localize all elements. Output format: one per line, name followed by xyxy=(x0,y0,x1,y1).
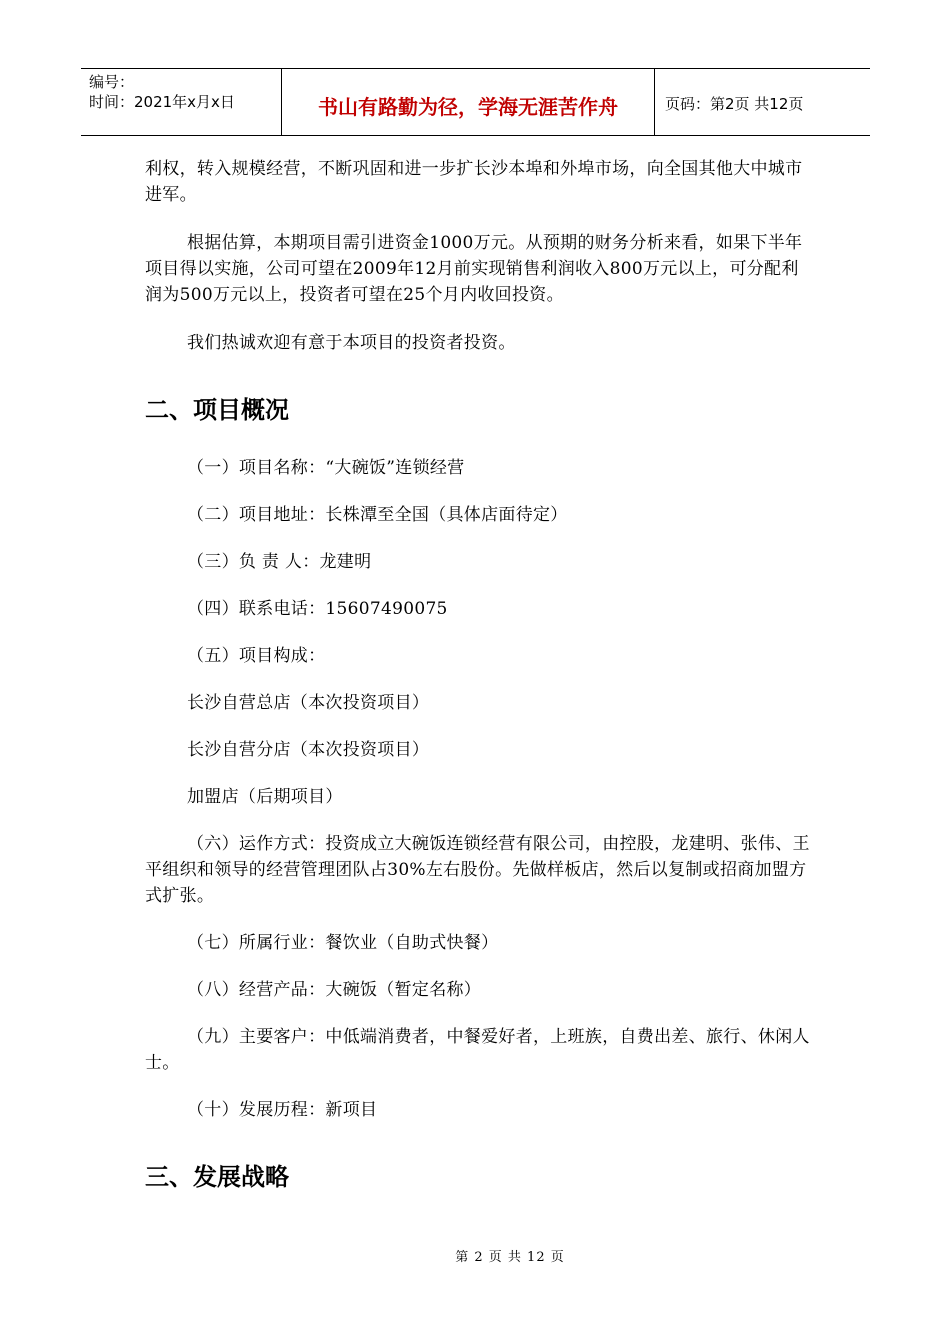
header-meta-cell xyxy=(81,69,282,135)
list-item-project-lead: （三）负 责 人：龙建明 xyxy=(187,552,372,572)
list-item-project-name: （一）项目名称：“大碗饭”连锁经营 xyxy=(187,458,465,478)
list-item-industry: （七）所属行业：餐饮业（自助式快餐） xyxy=(187,933,499,953)
component-main-store: 长沙自营总店（本次投资项目） xyxy=(187,693,430,713)
list-item-operation-mode: （六）运作方式：投资成立大碗饭连锁经营有限公司，由控股，龙建明、张伟、王平组织和领导的经营管理团队占30%左右股份。先做样板店，然后以复制或招商加盟方式扩张。 xyxy=(145,834,810,906)
serial-number-label: 编号： xyxy=(89,73,135,91)
component-franchise-store: 加盟店（后期项目） xyxy=(187,787,343,807)
list-item-customers: （九）主要客户：中低端消费者，中餐爱好者，上班族，自费出差、旅行、休闲人士。 xyxy=(145,1027,810,1073)
page-header xyxy=(81,68,870,136)
list-item-product: （八）经营产品：大碗饭（暂定名称） xyxy=(187,980,482,1000)
paragraph-continuation: 利权，转入规模经营，不断巩固和进一步扩长沙本埠和外埠市场，向全国其他大中城市进军。 xyxy=(145,159,803,205)
list-item-history: （十）发展历程：新项目 xyxy=(187,1100,378,1120)
section-heading-overview: 二、项目概况 xyxy=(145,396,289,424)
list-item-composition: （五）项目构成： xyxy=(187,646,326,666)
header-motto: 书山有路勤为径，学海无涯苦作舟 xyxy=(282,69,655,135)
component-branch-store: 长沙自营分店（本次投资项目） xyxy=(187,740,430,760)
list-item-project-address: （二）项目地址：长株潭至全国（具体店面待定） xyxy=(187,505,568,525)
header-page-info: 页码：第2页 共12页 xyxy=(665,94,804,113)
section-heading-strategy: 三、发展战略 xyxy=(145,1163,289,1191)
page-footer: 第 2 页 共 12 页 xyxy=(455,1250,565,1265)
date-label: 时间：2021年x月x日 xyxy=(89,93,235,111)
list-item-phone: （四）联系电话：15607490075 xyxy=(187,599,448,619)
paragraph-funding: 根据估算，本期项目需引进资金1000万元。从预期的财务分析来看，如果下半年项目得以实施，公司可望在2009年12月前实现销售利润收入800万元以上，可分配利润为500万元以上，投资者可望在25个月内收回投资。 xyxy=(145,233,803,305)
document-body xyxy=(145,156,815,1192)
paragraph-welcome: 我们热诚欢迎有意于本项目的投资者投资。 xyxy=(187,333,516,353)
